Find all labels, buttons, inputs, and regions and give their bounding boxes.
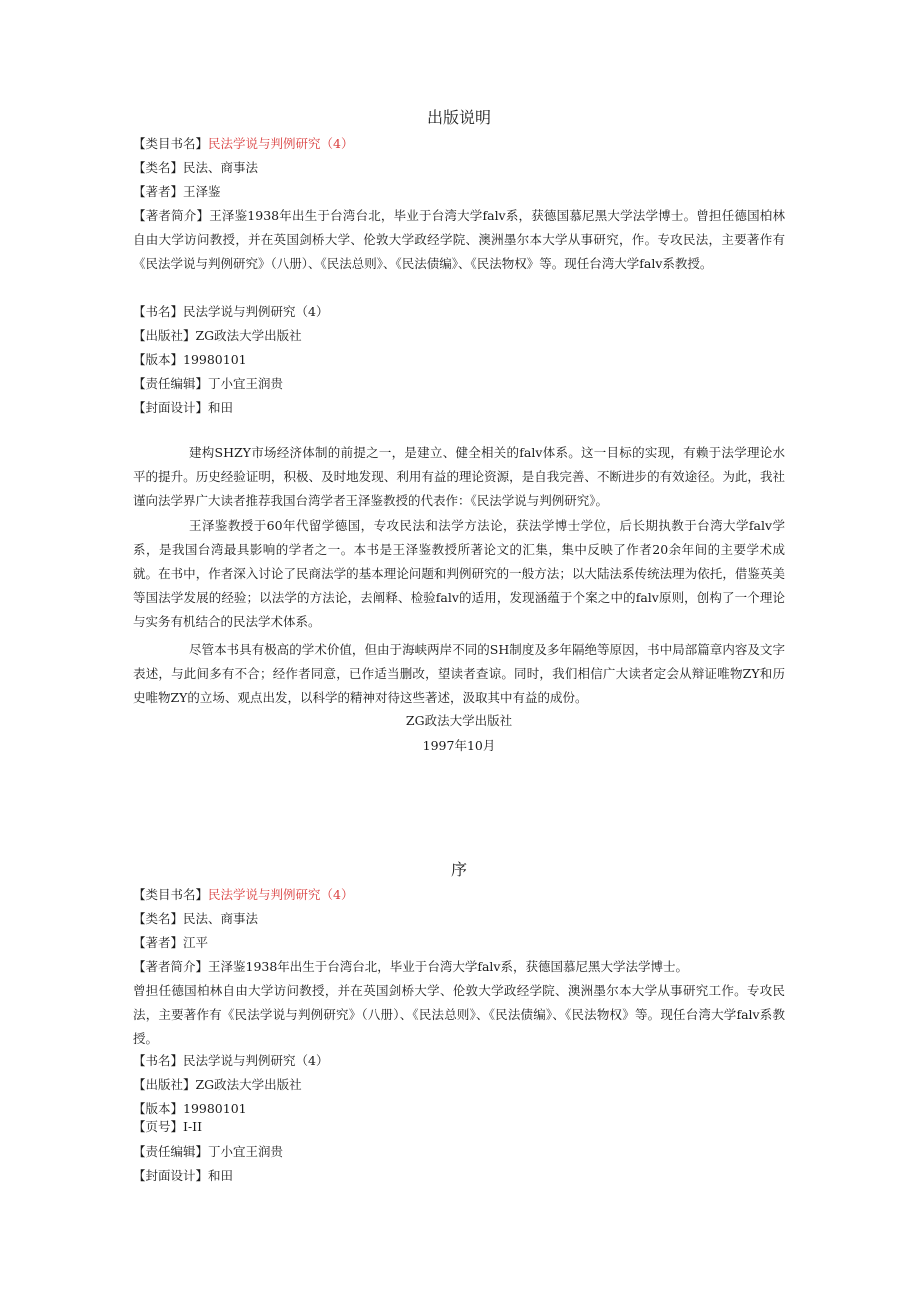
section1-book: 【书名】民法学说与判例研究（4） xyxy=(133,304,329,319)
section2-category xyxy=(133,886,353,904)
section2-edition: 【版本】19980101 xyxy=(133,1101,247,1116)
section2-book: 【书名】民法学说与判例研究（4） xyxy=(133,1053,329,1068)
section2-bio-rest: 曾担任德国柏林自由大学访问教授，并在英国剑桥大学、伦敦大学政经学院、澳洲墨尔本大学从事研究工作。专攻民法，主要著作有《民法学说与判例研究》（八册）、《民法总则》、《民法债编》、《民法物权》等。现任台湾大学falv系教授。 xyxy=(133,983,785,1046)
section2-title: 序 xyxy=(450,860,467,879)
section2-editor: 【责任编辑】丁小宜王润贵 xyxy=(133,1144,284,1159)
section1-type: 【类名】民法、商事法 xyxy=(133,160,259,175)
section2-author: 【著者】江平 xyxy=(133,935,209,950)
section2-cover: 【封面设计】和田 xyxy=(133,1168,234,1183)
section1-cover: 【封面设计】和田 xyxy=(133,400,234,415)
section2-category-value: 民法学说与判例研究（4） xyxy=(208,887,354,902)
section1-publisher: 【出版社】ZG政法大学出版社 xyxy=(133,328,302,343)
section1-category xyxy=(133,135,353,153)
section1-title: 出版说明 xyxy=(426,108,491,127)
section1-category-label: 【类目书名】 xyxy=(133,136,209,151)
section2-category-label: 【类目书名】 xyxy=(133,887,209,902)
section1-category-value: 民法学说与判例研究（4） xyxy=(208,136,354,151)
section1-bio: 【著者简介】王泽鉴1938年出生于台湾台北，毕业于台湾大学falv系，获德国慕尼黑大学法学博士。曾担任德国柏林自由大学访问教授，并在英国剑桥大学、伦敦大学政经学院、澳洲墨尔本大学从事研究，作。专攻民法，主要著作有《民法学说与判例研究》（八册）、《民法总则》、《民法债编》、《民法物权》等。现任台湾大学falv系教授。 xyxy=(133,208,785,271)
section1-author: 【著者】王泽鉴 xyxy=(133,184,221,199)
section2-pages: 【页号】I-II xyxy=(133,1119,203,1134)
section1-editor: 【责任编辑】丁小宜王润贵 xyxy=(133,376,284,391)
section2-type: 【类名】民法、商事法 xyxy=(133,911,259,926)
section1-paragraph-2: 王泽鉴教授于60年代留学德国，专攻民法和法学方法论，获法学博士学位，后长期执教于台湾大学falv学系，是我国台湾最具影响的学者之一。本书是王泽鉴教授所著论文的汇集，集中反映了作者20余年间的主要学术成就。在书中，作者深入讨论了民商法学的基本理论问题和判例研究的一般方法；以大陆法系传统法理为依托，借鉴英美等国法学发展的经验；以法学的方法论，去阐释、检验falv的适用，发现涵蕴于个案之中的falv原则，创构了一个理论与实务有机结合的民法学术体系。 xyxy=(133,518,785,629)
section1-paragraph-3: 尽管本书具有极高的学术价值，但由于海峡两岸不同的SH制度及多年隔绝等原因，书中局部篇章内容及文字表述，与此间多有不合；经作者同意，已作适当删改，望读者查谅。同时，我们相信广大读者定会从辩证唯物ZY和历史唯物ZY的立场、观点出发，以科学的精神对待这些著述，汲取其中有益的成份。 xyxy=(133,642,785,705)
section1-signature-org: ZG政法大学出版社 xyxy=(405,713,513,728)
section2-publisher: 【出版社】ZG政法大学出版社 xyxy=(133,1077,302,1092)
section1-paragraph-1: 建构SHZY市场经济体制的前提之一，是建立、健全相关的falv体系。这一目标的实现，有赖于法学理论水平的提升。历史经验证明，积极、及时地发现、利用有益的理论资源，是自我完善、不断进步的有效途径。为此，我社谨向法学界广大读者推荐我国台湾学者王泽鉴教授的代表作：《民法学说与判例研究》。 xyxy=(133,445,785,508)
section1-signature-date: 1997年10月 xyxy=(422,738,496,753)
section1-edition: 【版本】19980101 xyxy=(133,352,247,367)
section2-bio-first: 【著者简介】王泽鉴1938年出生于台湾台北，毕业于台湾大学falv系，获德国慕尼黑大学法学博士。 xyxy=(133,959,688,974)
